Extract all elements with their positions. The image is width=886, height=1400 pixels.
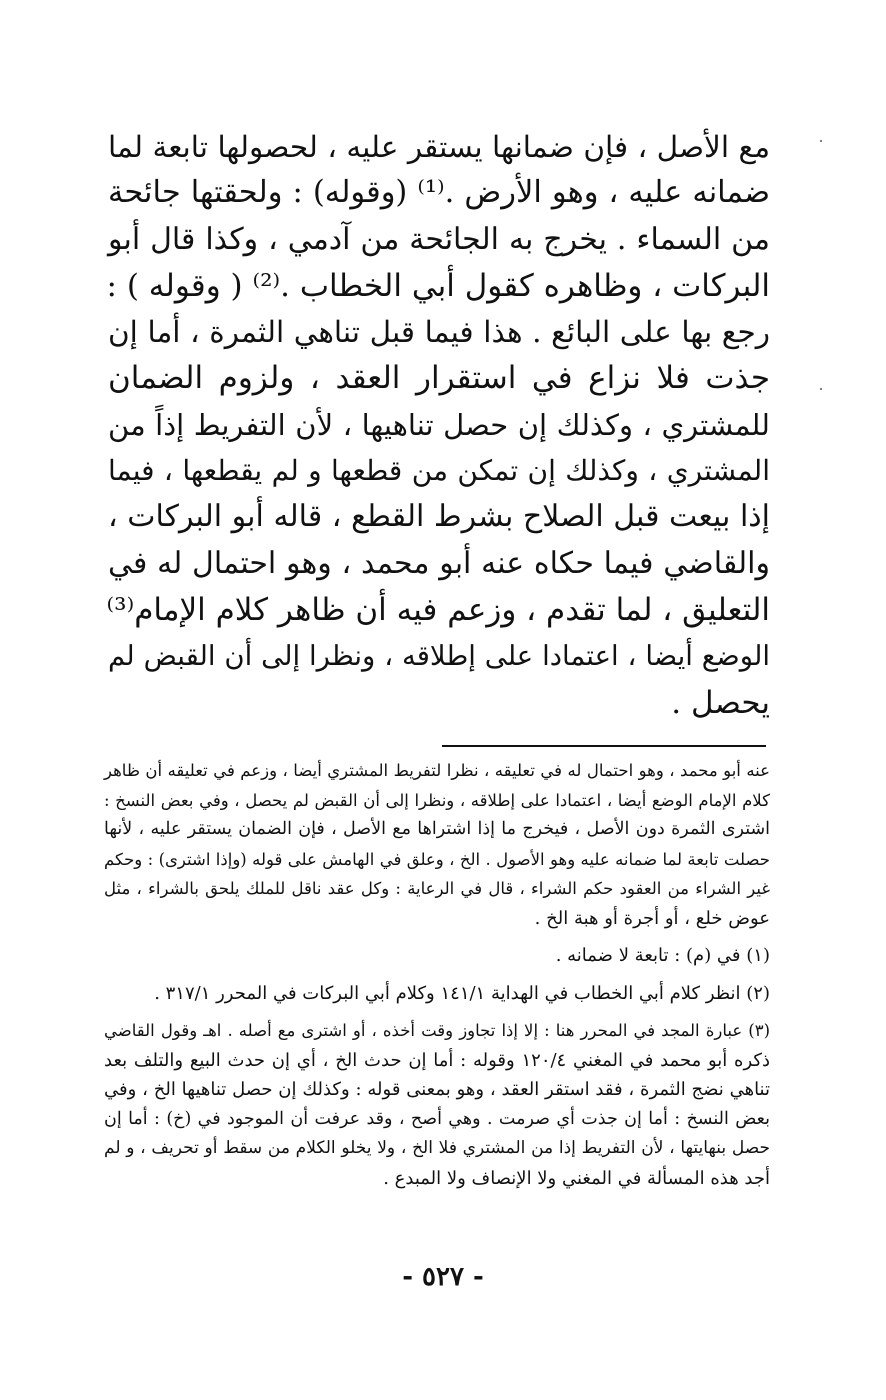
footnote-continuation-line: حصلت تابعة لما ضمانه عليه وهو الأصول . الخ ، وعلق في الهامش على قوله (وإذا اشترى) : وحكم bbox=[104, 849, 770, 869]
footnote-3-line: بعض النسخ : أما إن جذت أي صرمت . وهي أصح ، وقد عرفت أن الموجود في (خ) : أما إن bbox=[104, 1108, 770, 1129]
footnote-3-line: ذكره أبو محمد في المغني ١٢٠/٤ وقوله : أما إن حدث الخ ، أي إن حدث البيع والتلف بعد bbox=[104, 1049, 770, 1071]
footnote-continuation-line: عنه أبو محمد ، وهو احتمال له في تعليقه ، نظرا لتفريط المشتري أيضا ، وزعم في تعليقه أن ظاهر bbox=[104, 761, 770, 780]
footnote-continuation-line: غير الشراء من العقود حكم الشراء ، قال في الرعاية : وكل عقد ناقل للملك يلحق بالشراء ، مثل bbox=[104, 879, 770, 898]
main-text bbox=[108, 124, 770, 726]
main-text-line: رجع بها على البائع . هذا فيما قبل تناهي الثمرة ، أما إن bbox=[108, 315, 770, 350]
main-text-line: التعليق ، لما تقدم ، وزعم فيه أن ظاهر كلام الإمام⁽³⁾ bbox=[106, 591, 770, 628]
footnote-3-line: حصل بنهايتها ، لأن التفريط إذا من المشتري فلا الخ ، ولا يخلو الكلام من سقط أو تحريف ، و لم bbox=[104, 1138, 770, 1158]
footnote-continuation-line: عوض خلع ، أو أجرة أو هبة الخ . bbox=[534, 907, 770, 929]
footnotes bbox=[104, 756, 770, 1193]
page-number: - ٥٢٧ - bbox=[402, 1262, 484, 1292]
footnote-separator bbox=[442, 745, 766, 747]
footnote-gap bbox=[104, 971, 770, 979]
footnote-3-line: تناهي نضج الثمرة ، فقد استقر العقد ، وهو بمعنى قوله : وكذلك إن حصل تناهيها الخ ، وفي bbox=[104, 1079, 770, 1100]
main-text-line: البركات ، وظاهره كقول أبي الخطاب .⁽²⁾ ( وقوله ) : bbox=[106, 267, 770, 304]
scan-speck bbox=[820, 140, 822, 142]
main-text-line: للمشتري ، وكذلك إن حصل تناهيها ، لأن التفريط إذاً من bbox=[108, 407, 770, 442]
main-text-line: يحصل . bbox=[671, 684, 770, 721]
main-text-line: جذت فلا نزاع في استقرار العقد ، ولزوم الضمان bbox=[108, 360, 770, 397]
footnote-gap bbox=[104, 933, 770, 941]
main-text-line: والقاضي فيما حكاه عنه أبو محمد ، وهو احتمال له في bbox=[108, 545, 770, 581]
footnote-2: (٢) انظر كلام أبي الخطاب في الهداية ١٤١/١ وكلام أبي البركات في المحرر ٣١٧/١ . bbox=[154, 982, 770, 1004]
footnote-1: (١) في (م) : تابعة لا ضمانه . bbox=[555, 945, 770, 966]
main-text-line: مع الأصل ، فإن ضمانها يستقر عليه ، لحصولها تابعة لما bbox=[108, 130, 770, 164]
main-text-line: الوضع أيضا ، اعتمادا على إطلاقه ، ونظرا إلى أن القبض لم bbox=[108, 640, 770, 673]
scan-speck bbox=[820, 388, 822, 390]
footnote-continuation-line: كلام الإمام الوضع أيضا ، اعتمادا على إطلاقه ، ونظرا إلى أن القبض لم يحصل ، وفي بعض النسخ : bbox=[104, 790, 770, 810]
main-text-line: المشتري ، وكذلك إن تمكن من قطعها و لم يقطعها ، فيما bbox=[108, 454, 770, 488]
main-text-line: من السماء . يخرج به الجائحة من آدمي ، وكذا قال أبو bbox=[108, 221, 770, 257]
footnote-gap bbox=[104, 1008, 770, 1016]
main-text-line: ضمانه عليه ، وهو الأرض .⁽¹⁾ (وقوله) : ولحقتها جائحة bbox=[108, 175, 771, 211]
footnote-3-line: (٣) عبارة المجد في المحرر هنا : إلا إذا تجاوز وقت أخذه ، أو اشترى مع أصله . اهـ وقول القاضي bbox=[104, 1021, 770, 1040]
footnote-continuation-line: اشترى الثمرة دون الأصل ، فيخرج ما إذا اشتراها مع الأصل ، فإن الضمان يستقر عليه ، لأنها bbox=[104, 819, 770, 839]
footnote-3-line: أجد هذه المسألة في المغني ولا الإنصاف ولا المبدع . bbox=[383, 1167, 770, 1189]
main-text-line: إذا بيعت قبل الصلاح بشرط القطع ، قاله أبو البركات ، bbox=[108, 499, 770, 535]
